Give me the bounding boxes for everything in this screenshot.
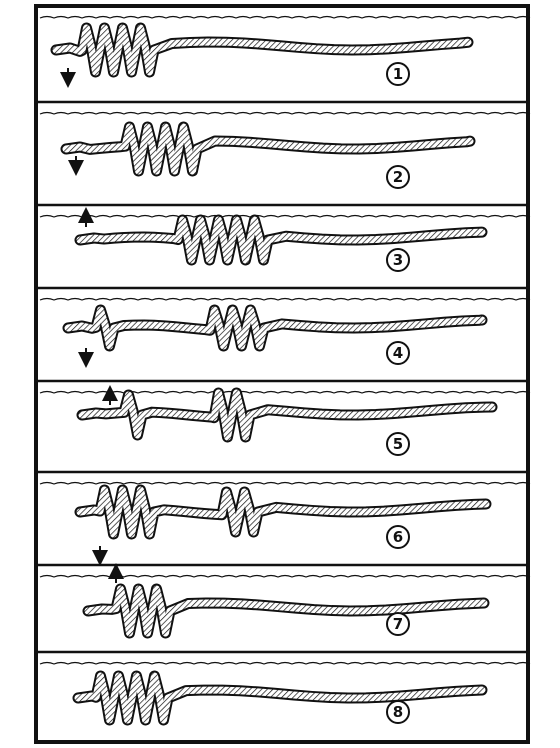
- panel: [40, 113, 530, 189]
- water-surface-line: [40, 392, 530, 394]
- panel: [40, 215, 530, 271]
- panel: [40, 392, 530, 456]
- water-surface-line: [40, 483, 530, 485]
- panel: [40, 17, 530, 86]
- panel-number-label: 3: [392, 251, 404, 269]
- panel-number-label: 5: [392, 435, 404, 453]
- water-surface-line: [40, 113, 530, 115]
- panel: [40, 663, 530, 724]
- water-surface-line: [40, 576, 530, 578]
- panel: [40, 483, 530, 559]
- water-surface-line: [40, 216, 530, 218]
- water-surface-line: [40, 17, 530, 19]
- panel-number-label: 2: [392, 168, 404, 186]
- panel-number-label: 7: [392, 615, 404, 633]
- panel-number-label: 1: [392, 65, 404, 83]
- outer-frame: [36, 6, 528, 742]
- water-surface-line: [40, 663, 530, 665]
- water-surface-line: [40, 299, 530, 301]
- panel-number-label: 4: [392, 344, 404, 362]
- panel: [40, 571, 530, 635]
- panel: [40, 299, 530, 365]
- panel-number-label: 8: [392, 703, 404, 721]
- panel-number-label: 6: [392, 528, 404, 546]
- panel-dividers: [36, 102, 528, 652]
